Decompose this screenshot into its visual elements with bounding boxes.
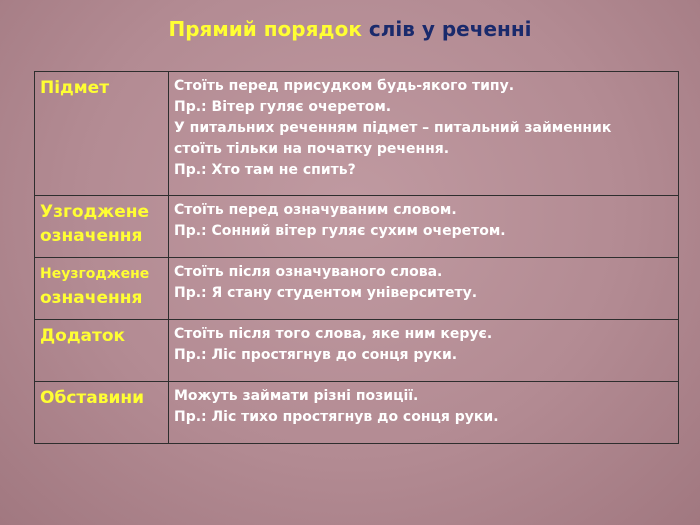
term-cell: Додаток xyxy=(35,320,169,382)
description-line: стоїть тільки на початку речення. xyxy=(174,141,450,157)
table-row xyxy=(35,72,679,196)
description-line: Пр.: Ліс простягнув до сонця руки. xyxy=(174,347,458,363)
description-line: Пр.: Хто там не спить? xyxy=(174,162,356,178)
description-cell xyxy=(169,382,679,444)
description-line: Стоїть перед присудком будь-якого типу. xyxy=(174,78,515,94)
table-row xyxy=(35,196,679,258)
description-line: Стоїть після того слова, яке ним керує. xyxy=(174,326,493,342)
term-cell: Обставини xyxy=(35,382,169,444)
description-line: Можуть займати різні позиції. xyxy=(174,388,419,404)
description-line: Пр.: Я стану студентом університету. xyxy=(174,285,478,301)
slide-title xyxy=(0,17,700,41)
term-line: Неузгоджене xyxy=(40,266,150,282)
term-cell xyxy=(35,196,169,258)
term-line: означення xyxy=(40,288,143,308)
description-line: Пр.: Ліс тихо простягнув до сонця руки. xyxy=(174,409,499,425)
term-cell xyxy=(35,258,169,320)
title-rest: слів у реченні xyxy=(368,17,532,41)
table-row xyxy=(35,258,679,320)
description-line: Пр.: Сонний вітер гуляє сухим очеретом. xyxy=(174,223,506,239)
description-cell xyxy=(169,72,679,196)
title-highlight: Прямий порядок xyxy=(168,17,362,41)
table-row xyxy=(35,320,679,382)
term-line: Узгоджене xyxy=(40,202,149,222)
description-line: У питальних реченням підмет – питальний займенник xyxy=(174,120,612,136)
word-order-table xyxy=(34,71,679,444)
table-row xyxy=(35,382,679,444)
description-cell xyxy=(169,258,679,320)
term-line: означення xyxy=(40,226,143,246)
description-line: Стоїть перед означуваним словом. xyxy=(174,202,457,218)
description-cell xyxy=(169,320,679,382)
description-line: Пр.: Вітер гуляє очеретом. xyxy=(174,99,392,115)
description-line: Стоїть після означуваного слова. xyxy=(174,264,443,280)
description-cell xyxy=(169,196,679,258)
term-cell: Підмет xyxy=(35,72,169,196)
